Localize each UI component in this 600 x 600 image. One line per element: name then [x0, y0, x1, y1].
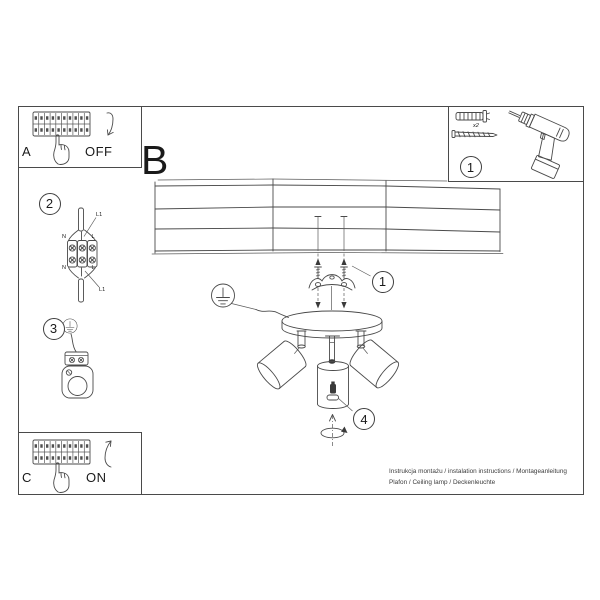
step3-badge	[43, 318, 65, 340]
ground-leader-line	[232, 304, 257, 310]
dowel-quantity-label: x2	[473, 123, 479, 129]
on-label: ON	[86, 470, 107, 485]
step1-number: 1	[378, 274, 387, 289]
step2-number: 2	[45, 196, 54, 211]
spot-stems	[295, 331, 368, 364]
footer-product-line: Plafon / Ceiling lamp / Deckenleuchte	[389, 478, 496, 486]
step1-badge	[372, 271, 394, 293]
spot-left	[254, 338, 309, 392]
step1-leader-line	[352, 266, 371, 276]
breaker-panel-icon	[33, 440, 90, 464]
footer-title-line: Instrukcja montażu / instalation instructions / Montageanleitung	[389, 468, 567, 475]
arrow-down-icon	[107, 113, 113, 135]
hand-icon	[54, 463, 69, 493]
wire-label-n-top: N	[62, 233, 67, 240]
wire-label-l1-top: L1	[96, 212, 103, 218]
ground-symbol-icon	[63, 319, 77, 333]
rotate-arrow-icon	[321, 415, 348, 449]
tools-step-number: 1	[466, 159, 475, 175]
tools-step-badge	[460, 156, 482, 178]
screw-icon	[452, 131, 497, 138]
off-label: OFF	[85, 144, 113, 159]
earth-wire	[256, 310, 289, 318]
ground-symbol-icon	[212, 284, 235, 307]
canopy-drawing	[282, 311, 382, 338]
wire-label-n-bottom: N	[62, 265, 67, 271]
wire-label-l1-bottom: L1	[99, 286, 106, 293]
spot-center	[318, 362, 349, 409]
mounting-screws	[315, 217, 348, 311]
step4-badge	[353, 408, 375, 430]
terminal-bracket	[62, 334, 93, 398]
wire-label-l-bottom: L	[91, 265, 95, 271]
step3-number: 3	[49, 321, 58, 336]
wall-plug-icon	[456, 111, 490, 123]
wire-label-l-top: L	[91, 233, 95, 240]
section-b-label: B	[141, 137, 169, 183]
hand-icon	[54, 135, 69, 165]
step4-number: 4	[360, 411, 368, 427]
breaker-panel-icon	[33, 112, 90, 136]
section-a-label: A	[22, 144, 31, 159]
step2-badge	[39, 193, 61, 215]
ceiling-drawing	[152, 179, 503, 254]
drill-icon	[492, 104, 575, 179]
step4-leader-line	[338, 398, 353, 411]
mounting-bracket-icon	[309, 275, 355, 290]
section-c-label: C	[22, 470, 32, 485]
arrow-up-icon	[105, 441, 111, 467]
spot-right	[347, 337, 402, 391]
